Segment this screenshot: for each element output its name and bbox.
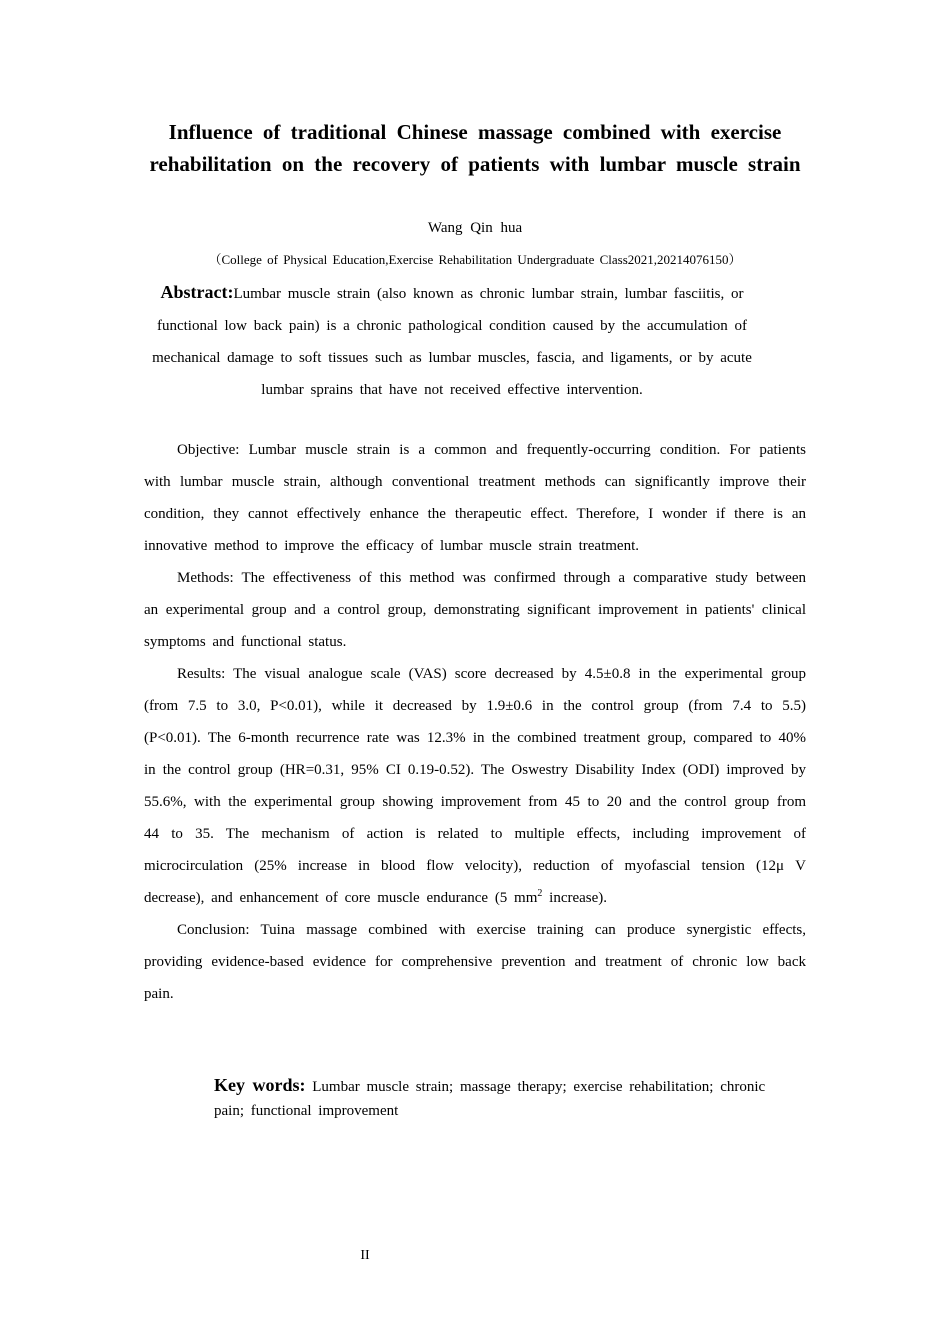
abstract-label: Abstract: xyxy=(160,282,234,302)
results-text-end: increase). xyxy=(542,890,608,906)
conclusion-paragraph: Conclusion: Tuina massage combined with exercise training can produce synergistic effects, providing evidence-based evidence for comprehensive prevention and treatment of chronic low back pain. xyxy=(144,922,806,1002)
methods-paragraph: Methods: The effectiveness of this method was confirmed through a comparative study between an experimental group and a control group, demonstrating significant improvement in patients' clinical symptoms and functional status. xyxy=(144,570,806,650)
keywords-label: Key words: xyxy=(214,1075,306,1095)
abstract-paragraph xyxy=(144,276,760,406)
keywords-block xyxy=(214,1073,794,1123)
keywords-text: Lumbar muscle strain; massage therapy; exercise rehabilitation; chronic pain; functional improvement xyxy=(214,1079,766,1119)
results-text: Results: The visual analogue scale (VAS) score decreased by 4.5±0.8 in the experimental group (from 7.5 to 3.0, P<0.01), while it decreased by 1.9±0.6 in the control group (from 7.4 to 5.5) (P<0.01). The 6-month recurrence rate was 12.3% in the combined treatment group, compared to 40% in the control group (HR=0.31, 95% CI 0.19-0.52). The Oswestry Disability Index (ODI) improved by 55.6%, with the experimental group showing improvement from 45 to 20 and the control group from 44 to 35. The mechanism of action is related to multiple effects, including improvement of microcirculation (25% increase in blood flow velocity), reduction of myofascial tension (12μ V decrease), and enhancement of core muscle endurance (5 mm xyxy=(144,666,806,906)
results-paragraph xyxy=(144,658,806,914)
page-number: II xyxy=(360,1248,370,1263)
author-name: Wang Qin hua xyxy=(427,220,523,236)
abstract-text: Lumbar muscle strain (also known as chronic lumbar strain, lumbar fasciitis, or functional low back pain) is a chronic pathological condition caused by the accumulation of mechanical damage to soft tissues such as lumbar muscles, fascia, and ligaments, or by acute lumbar sprains that have not received effective intervention. xyxy=(152,286,752,398)
results-superscript: 2 xyxy=(537,888,543,899)
objective-paragraph: Objective: Lumbar muscle strain is a common and frequently-occurring condition. For patients with lumbar muscle strain, although conventional treatment methods can significantly improve their condition, they cannot effectively enhance the therapeutic effect. Therefore, I wonder if there is an innovative method to improve the efficacy of lumbar muscle strain treatment. xyxy=(144,442,806,554)
paper-title: Influence of traditional Chinese massage combined with exercise rehabilitation on the recovery of patients with lumbar muscle strain xyxy=(149,120,801,176)
author-affiliation: （College of Physical Education,Exercise Rehabilitation Undergraduate Class2021,20214076150） xyxy=(208,252,742,267)
abstract-body xyxy=(144,434,806,1010)
